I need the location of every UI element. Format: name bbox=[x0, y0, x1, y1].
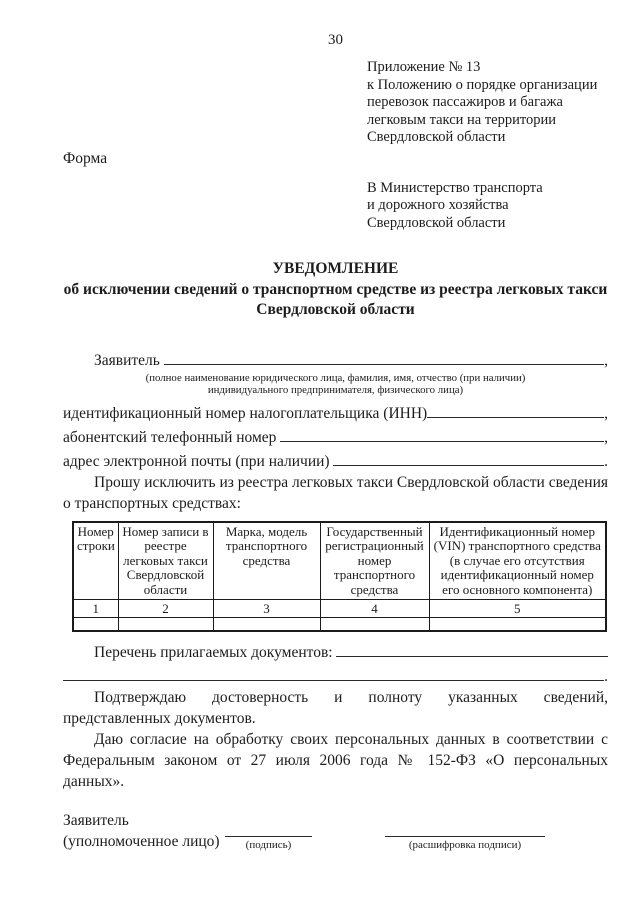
inn-row bbox=[63, 400, 608, 424]
consent-paragraph: Даю согласие на обработку своих персональных данных в соответствии с Федеральным законом от 27 июля 2006 года № 152-ФЗ «О персональных данных». bbox=[63, 731, 608, 790]
notification-title-line: об исключении сведений о транспортном средстве из реестра легковых такси bbox=[63, 280, 608, 298]
appendix-line: легковым такси на территории bbox=[367, 111, 557, 128]
table-header-cell: Номер записи в реестре легковых такси Свердловской области bbox=[118, 522, 213, 600]
appendix-block bbox=[367, 59, 608, 147]
phone-label: абонентский телефонный номер bbox=[63, 428, 277, 446]
notification-title-line: УВЕДОМЛЕНИЕ bbox=[272, 260, 399, 277]
request-paragraph: Прошу исключить из реестра легковых такси Свердловской области сведения о транспортных средствах: bbox=[63, 473, 608, 512]
attachments-blank-continued bbox=[63, 663, 604, 681]
addressee-line: и дорожного хозяйства bbox=[367, 197, 509, 213]
attachments-row bbox=[63, 639, 608, 663]
appendix-line: к Положению о порядке организации bbox=[367, 76, 598, 93]
applicant-label: Заявитель bbox=[94, 351, 160, 369]
applicant-name-blank bbox=[164, 347, 604, 365]
table-header-cell: Идентификационный номер (VIN) транспортного средства (в случае его отсутствия идентификационный номер его основного компонента) bbox=[429, 522, 606, 600]
email-period: . bbox=[604, 452, 608, 470]
attachments-blank-line2 bbox=[63, 663, 608, 687]
signature-line bbox=[385, 820, 545, 837]
table-empty-cell bbox=[213, 618, 320, 632]
signature-caption-name: (расшифровка подписи) bbox=[408, 839, 522, 851]
table-header-cell: Номер строки bbox=[73, 522, 118, 600]
addressee-line: Свердловской области bbox=[367, 214, 506, 231]
notification-title bbox=[63, 259, 608, 321]
signature-caption-sign: (подпись) bbox=[245, 839, 292, 851]
table-empty-cell bbox=[429, 618, 606, 632]
table-header-row bbox=[73, 522, 606, 600]
signature-block bbox=[63, 810, 608, 852]
signature-name-field bbox=[385, 820, 545, 852]
table-number-cell: 4 bbox=[320, 600, 429, 618]
table-header-cell: Государственный регистрационный номер транспортного средства bbox=[320, 522, 429, 600]
appendix-line: Приложение № 13 bbox=[367, 59, 481, 75]
table-number-cell: 1 bbox=[73, 600, 118, 618]
applicant-hint-line: (полное наименование юридического лица, фамилия, имя, отчество (при наличии) bbox=[145, 371, 526, 384]
table-number-cell: 3 bbox=[213, 600, 320, 618]
phone-blank bbox=[280, 424, 604, 442]
applicant-row bbox=[63, 347, 608, 371]
inn-comma: , bbox=[604, 404, 608, 422]
vehicles-table bbox=[72, 521, 607, 633]
attachments-label: Перечень прилагаемых документов: bbox=[94, 644, 333, 661]
applicant-comma: , bbox=[604, 351, 608, 369]
table-empty-cell bbox=[73, 618, 118, 632]
table-number-row bbox=[73, 600, 606, 618]
page-number: 30 bbox=[328, 32, 343, 48]
table-number-cell: 5 bbox=[429, 600, 606, 618]
table-empty-cell bbox=[320, 618, 429, 632]
table-number-cell: 2 bbox=[118, 600, 213, 618]
table-empty-cell bbox=[118, 618, 213, 632]
attachments-blank bbox=[336, 639, 608, 657]
applicant-hint-line: индивидуального предпринимателя, физического лица) bbox=[207, 384, 464, 396]
signature-sign-field bbox=[225, 820, 312, 852]
inn-blank bbox=[427, 400, 604, 418]
confirm-paragraph: Подтверждаю достоверность и полноту указанных сведений, представленных документов. bbox=[63, 689, 608, 727]
applicant-hint bbox=[63, 372, 608, 397]
appendix-line: Свердловской области bbox=[367, 129, 506, 145]
email-blank bbox=[333, 448, 604, 466]
form-label: Форма bbox=[63, 149, 108, 167]
appendix-line: перевозок пассажиров и багажа bbox=[367, 94, 563, 110]
signature-applicant-label: Заявитель bbox=[63, 812, 129, 829]
table-empty-row bbox=[73, 618, 606, 632]
addressee-block bbox=[367, 180, 608, 233]
signature-left bbox=[63, 810, 225, 852]
phone-row bbox=[63, 424, 608, 448]
table-header-cell: Марка, модель транспортного средства bbox=[213, 522, 320, 600]
notification-title-line: Свердловской области bbox=[256, 301, 415, 318]
addressee-line: В Министерство транспорта bbox=[367, 179, 543, 196]
phone-comma: , bbox=[604, 428, 608, 446]
signature-authorized-label: (уполномоченное лицо) bbox=[63, 833, 220, 850]
signature-line bbox=[225, 820, 312, 837]
email-row bbox=[63, 448, 608, 472]
email-label: адрес электронной почты (при наличии) bbox=[63, 452, 330, 470]
attachments-period: . bbox=[604, 668, 608, 685]
inn-label: идентификационный номер налогоплательщика (ИНН) bbox=[63, 404, 428, 422]
